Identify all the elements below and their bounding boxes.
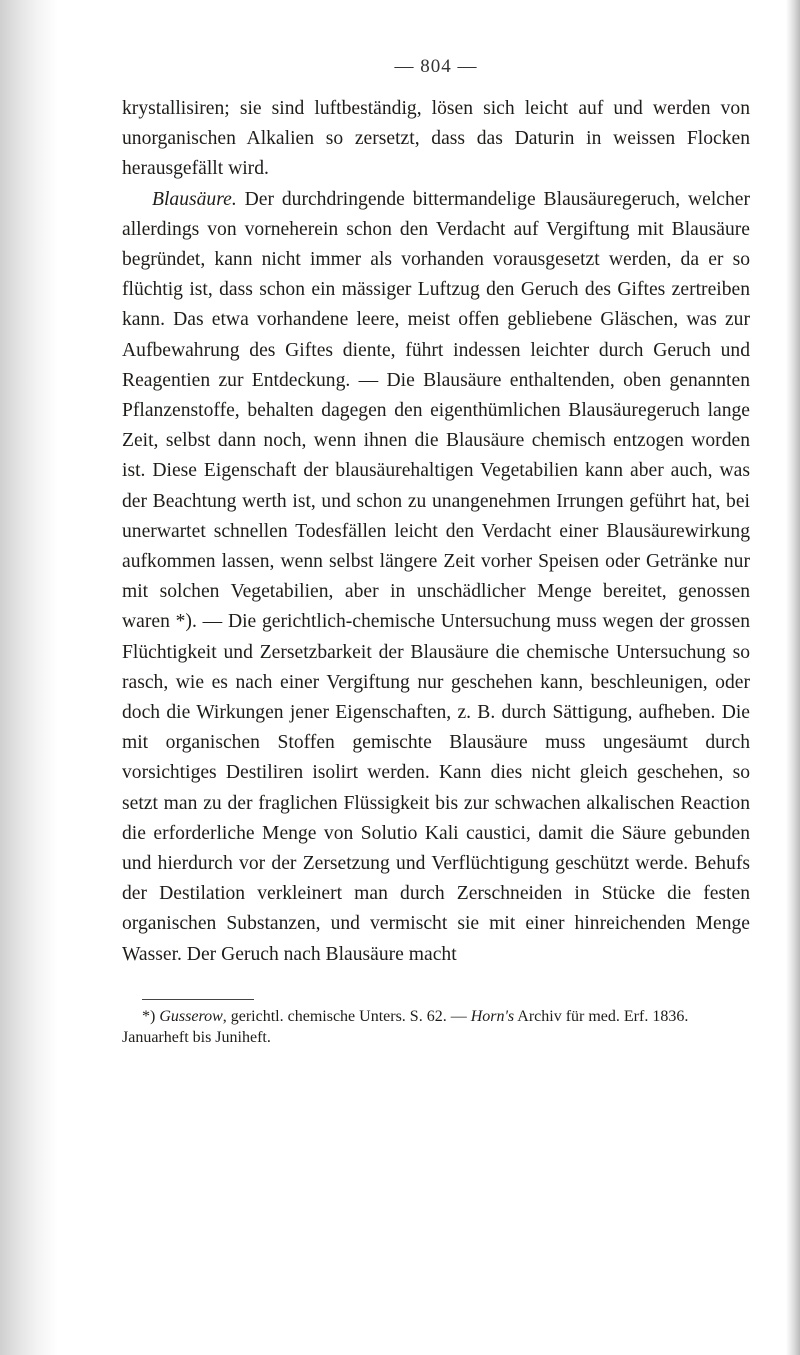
footnote-text-1: , gerichtl. chemische Unters. S. 62. — xyxy=(222,1007,471,1025)
footnote xyxy=(122,1006,750,1048)
paragraph-blausaeure-text: Der durchdringende bittermandelige Blausäuregeruch, welcher allerdings von vorneherein schon den Verdacht auf Vergiftung mit Blausäure begründet, kann nicht immer als vorhanden vorausgesetzt werden, da er so flüchtig ist, dass schon ein mässiger Luftzug den Geruch des Giftes zertreiben kann. Das etwa vorhandene leere, meist offen gebliebene Gläschen, was zur Aufbewahrung des Giftes diente, führt indessen leichter durch Geruch und Reagentien zur Entdeckung. — Die Blausäure enthaltenden, oben genannten Pflanzenstoffe, behalten dagegen den eigenthümlichen Blausäuregeruch lange Zeit, selbst dann noch, wenn ihnen die Blausäure chemisch entzogen worden ist. Diese Eigenschaft der blausäurehaltigen Vegetabilien kann aber auch, was der Beachtung werth ist, und schon zu unangenehmen Irrungen geführt hat, bei unerwartet schnellen Todesfällen leicht den Verdacht einer Blausäurewirkung aufkommen lassen, wenn selbst längere Zeit vorher Speisen oder Getränke nur mit solchen Vegetabilien, aber in unschädlicher Menge bereitet, genossen waren *). — Die gerichtlich-chemische Untersuchung muss wegen der grossen Flüchtigkeit und Zersetzbarkeit der Blausäure die chemische Untersuchung so rasch, wie es nach einer Vergiftung nur geschehen kann, beschleunigen, oder doch die Wirkungen jener Eigenschaften, z. B. durch Sättigung, aufheben. Die mit organischen Stoffen gemischte Blausäure muss ungesäumt durch vorsichtiges Destiliren isolirt werden. Kann dies nicht gleich geschehen, so setzt man zu der fraglichen Flüssigkeit bis zur schwachen alkalischen Reaction die erforderliche Menge von Solutio Kali caustici, damit die Säure gebunden und hierdurch vor der Zersetzung und Verflüchtigung geschützt werde. Behufs der Destilation verkleinert man durch Zerschneiden in Stücke die festen organischen Substanzen, und vermischt sie mit einer hinreichenden Menge Wasser. Der Geruch nach Blausäure macht xyxy=(122,188,750,965)
footnote-author-gusserow: Gusserow xyxy=(159,1007,223,1025)
body-text xyxy=(122,94,750,970)
scan-shadow-right xyxy=(786,0,800,1355)
section-heading-blausaeure: Blausäure. xyxy=(152,188,237,210)
footnote-marker: *) xyxy=(142,1007,160,1025)
footnote-author-horn: Horn's xyxy=(470,1007,515,1025)
footnote-text-2: Archiv für med. Erf. 1836. Januarheft bis Juniheft. xyxy=(122,1007,689,1046)
scan-shadow-left xyxy=(0,0,58,1355)
footnote-divider xyxy=(142,999,254,1000)
paragraph-daturin: krystallisiren; sie sind luftbeständig, lösen sich leicht auf und werden von unorganischen Alkalien so zersetzt, dass das Daturin in weissen Flocken herausgefällt wird. xyxy=(122,98,750,180)
paragraph-blausaeure xyxy=(122,185,750,970)
page-number: — 804 — xyxy=(394,56,478,77)
book-page xyxy=(122,56,750,1048)
